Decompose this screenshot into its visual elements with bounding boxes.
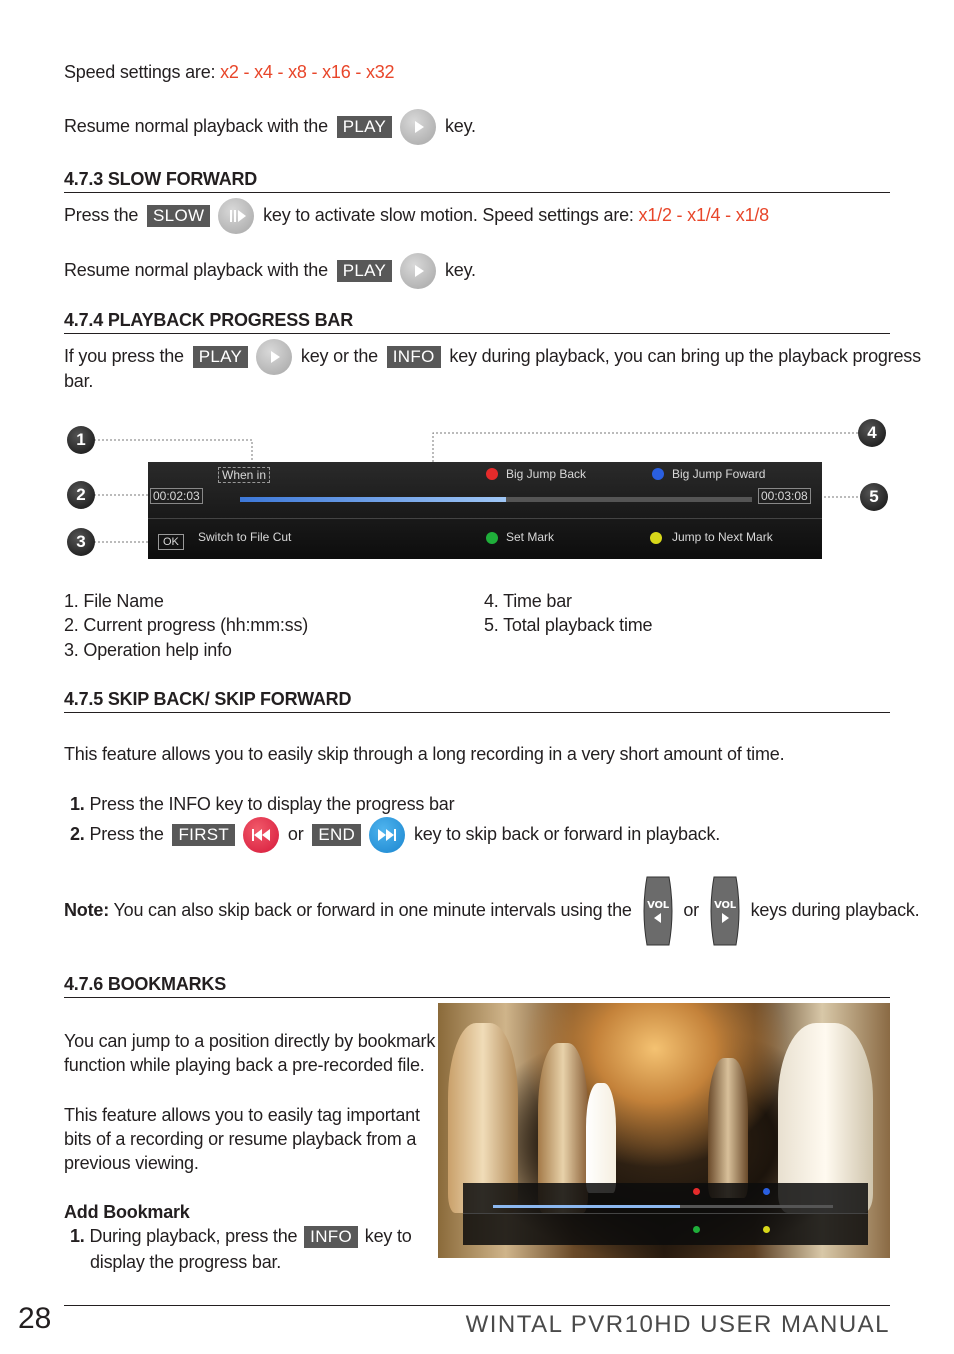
- info-key-label: INFO: [304, 1226, 358, 1248]
- switch-file-cut-label: Switch to File Cut: [198, 530, 292, 544]
- note-line: Note: You can also skip back or forward in one minute intervals using the VOL or VOL keys during playback.: [64, 870, 919, 950]
- slow-key-label: SLOW: [147, 205, 210, 227]
- end-key-label: END: [312, 824, 361, 846]
- yellow-key-dot: [650, 532, 662, 544]
- resume-line-1: Resume normal playback with the PLAY key.: [64, 106, 476, 146]
- big-jump-forward-label: Big Jump Foward: [672, 467, 766, 481]
- vol-down-icon: [641, 875, 675, 947]
- play-icon: [400, 253, 436, 289]
- time-bar-track: [240, 497, 752, 502]
- time-bar-fill: [240, 497, 506, 502]
- bookmarks-heading: 4.7.6 BOOKMARKS: [64, 973, 890, 998]
- slow-speed-values: x1/2 - x1/4 - x1/8: [638, 205, 769, 225]
- callout-3: 3: [67, 528, 95, 556]
- svg-text:VOL: VOL: [713, 900, 736, 912]
- page-number: 28: [18, 1302, 52, 1335]
- play-key-label: PLAY: [337, 116, 392, 138]
- blue-key-dot: [652, 468, 664, 480]
- current-time: 00:02:03: [150, 488, 203, 504]
- slow-forward-heading: 4.7.3 SLOW FORWARD: [64, 168, 890, 193]
- legend-item: 3. Operation help info: [64, 640, 232, 660]
- callout-4: 4: [858, 419, 886, 447]
- bookmarks-text: You can jump to a position directly by bookmark: [64, 1031, 436, 1051]
- skip-forward-icon: [369, 817, 405, 853]
- legend-item: 4. Time bar: [484, 591, 572, 611]
- progress-bar-line: If you press the PLAY key or the INFO key during playback, you can bring up the playback progress: [64, 336, 921, 376]
- total-time: 00:03:08: [758, 488, 811, 504]
- set-mark-label: Set Mark: [506, 530, 555, 544]
- add-bookmark-step-1-cont: display the progress bar.: [90, 1252, 282, 1272]
- add-bookmark-heading: Add Bookmark: [64, 1202, 190, 1222]
- skip-heading: 4.7.5 SKIP BACK/ SKIP FORWARD: [64, 688, 890, 713]
- file-name-label: When in: [218, 467, 270, 483]
- bookmarks-text: previous viewing.: [64, 1153, 199, 1173]
- vol-up-icon: [708, 875, 742, 947]
- skip-back-icon: [243, 817, 279, 853]
- bookmarks-text: function while playing back a pre-recorded file.: [64, 1055, 425, 1075]
- callout-5: 5: [860, 483, 888, 511]
- callout-1: 1: [67, 426, 95, 454]
- big-jump-back-label: Big Jump Back: [506, 467, 587, 481]
- legend-item: 2. Current progress (hh:mm:ss): [64, 615, 309, 635]
- playback-progress-panel: [148, 462, 822, 559]
- jump-next-mark-label: Jump to Next Mark: [672, 530, 773, 544]
- progress-bar-line-2: bar.: [64, 371, 94, 391]
- ok-key: OK: [158, 534, 184, 550]
- play-icon: [256, 339, 292, 375]
- skip-step-2: 2. Press the FIRST or END key to skip back or forward in playback.: [70, 814, 720, 854]
- speed-values: x2 - x4 - x8 - x16 - x32: [220, 62, 395, 82]
- legend-item: 5. Total playback time: [484, 615, 653, 635]
- legend-item: 1. File Name: [64, 591, 164, 611]
- play-key-label: PLAY: [337, 260, 392, 282]
- resume-line-2: Resume normal playback with the PLAY key.: [64, 250, 476, 290]
- mini-progress-bar: [463, 1183, 868, 1245]
- progress-bar-heading: 4.7.4 PLAYBACK PROGRESS BAR: [64, 309, 890, 334]
- speed-settings-line: Speed settings are: x2 - x4 - x8 - x16 - x32: [64, 62, 395, 82]
- callout-2: 2: [67, 481, 95, 509]
- skip-step-1: 1. Press the INFO key to display the progress bar: [70, 794, 455, 814]
- green-key-dot: [486, 532, 498, 544]
- bookmarks-text: This feature allows you to easily tag important: [64, 1105, 420, 1125]
- red-key-dot: [486, 468, 498, 480]
- info-key-label: INFO: [387, 346, 441, 368]
- first-key-label: FIRST: [172, 824, 235, 846]
- skip-intro: This feature allows you to easily skip through a long recording in a very short amount of time.: [64, 744, 785, 764]
- svg-text:VOL: VOL: [646, 900, 669, 912]
- footer-rule: [64, 1305, 890, 1306]
- add-bookmark-step-1: 1. During playback, press the INFO key to: [70, 1226, 412, 1247]
- manual-title: WINTAL PVR10HD USER MANUAL: [465, 1311, 890, 1338]
- play-key-label: PLAY: [193, 346, 248, 368]
- bookmark-screenshot-image: [438, 1003, 890, 1258]
- bookmarks-text: bits of a recording or resume playback from a: [64, 1129, 417, 1149]
- slow-motion-icon: [218, 198, 254, 234]
- slow-forward-line: Press the SLOW key to activate slow motion. Speed settings are: x1/2 - x1/4 - x1/8: [64, 195, 769, 235]
- play-icon: [400, 109, 436, 145]
